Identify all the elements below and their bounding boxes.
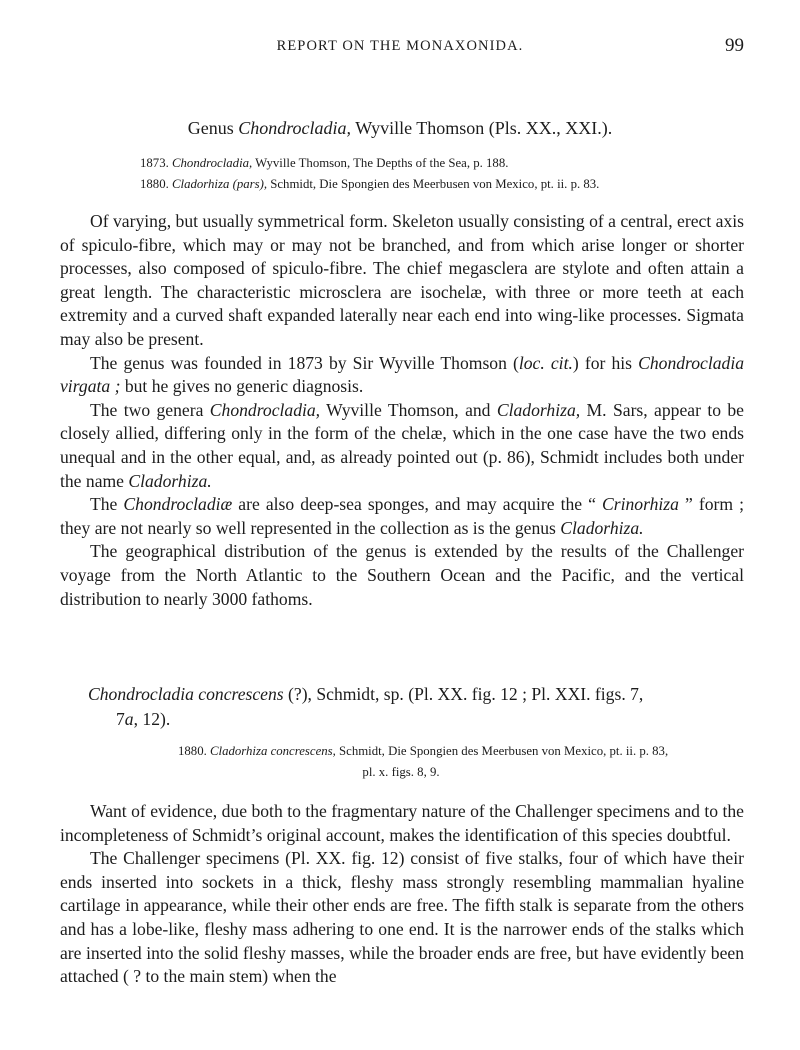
text-run-italic: Cladorhiza. — [560, 517, 644, 538]
text-run: The genus was founded in 1873 by Sir Wyville Thomson ( — [90, 352, 519, 373]
genus-prefix: Genus — [187, 118, 239, 138]
synonymy-reference-continuation: pl. x. figs. 8, 9. — [362, 765, 440, 779]
text-run-italic: a — [124, 709, 134, 729]
text-run: , 12). — [133, 709, 171, 729]
species-heading — [88, 682, 744, 732]
paragraph: The Challenger specimens (Pl. XX. fig. 12) consist of five stalks, four of which have their ends inserted into sockets in a thick, fleshy mass strongly resembling mammalian hyaline cartilage in appearance, while their other ends are free. The fifth stalk is separate from the others and has a lobe-like, fleshy mass adhering to one end. It is the narrower ends of the stalks which are inserted into the solid fleshy masses, while the broader ends are free, but have evidently been attached ( ? to the main stem) when the — [60, 848, 744, 987]
paragraph: Of varying, but usually symmetrical form. Skeleton usually consisting of a central, erect axis of spiculo-fibre, which may or may not be branched, and from which arise longer or shorter processes, also composed of spiculo-fibre. The chief megasclera are stylote and often attain a great length. The characteristic microsclera are isochelæ, with three or more teeth at each extremity and a curved shaft expanded laterally near each end into wing-like processes. Sigmata may also be present. — [60, 211, 744, 349]
text-run: M. Sars, appear to be closely allied, differing only in the form of the chelæ, which in the one case have the two ends unequal and in the other equal, and, as already pointed out (p. 86), Schmidt includes both under the name — [60, 399, 744, 491]
running-head — [0, 35, 800, 62]
synonymy-reference: Schmidt, Die Spongien des Meerbusen von Mexico, pt. ii. p. 83, — [335, 744, 669, 758]
text-run: ) for his — [572, 352, 639, 373]
text-run: but he gives no generic diagnosis. — [120, 376, 364, 397]
synonymy-reference: Wyville Thomson, The Depths of the Sea, p. 188. — [252, 156, 509, 170]
synonymy-taxon: Cladorhiza concrescens, — [210, 744, 336, 758]
text-run-italic: loc. cit. — [518, 352, 573, 373]
text-run: The two genera — [90, 399, 210, 420]
genus-name: Chondrocladia, — [238, 118, 352, 138]
genus-description — [60, 210, 744, 611]
text-run: Wyville Thomson, and — [320, 399, 497, 420]
text-run: ” form ; they are not nearly so well represented in the collection as is the genus — [60, 494, 744, 538]
text-run: 7 — [116, 709, 125, 729]
text-run: The — [90, 494, 124, 515]
text-run-italic: Chondrocladiæ — [123, 494, 233, 515]
text-run: are also deep-sea sponges, and may acquire the “ — [232, 494, 603, 515]
synonymy-year: 1880. — [140, 177, 169, 191]
species-heading-text: (?), Schmidt, sp. (Pl. XX. fig. 12 ; Pl. XXI. figs. 7, — [283, 684, 644, 704]
paragraph — [60, 352, 744, 399]
species-synonymy — [178, 741, 744, 783]
text-run-italic: Crinorhiza — [602, 494, 679, 515]
species-heading-continuation — [88, 707, 744, 732]
synonymy-entry — [140, 153, 760, 173]
genus-suffix: Wyville Thomson (Pls. XX., XXI.). — [351, 118, 613, 138]
text-run-italic: Chondrocladia virgata ; — [60, 352, 744, 397]
synonymy-taxon: Cladorhiza (pars), — [172, 177, 268, 191]
genus-heading — [0, 118, 800, 139]
species-name: Chondrocladia concrescens — [88, 684, 284, 704]
species-description — [60, 800, 744, 989]
text-run-italic: Cladorhiza. — [128, 470, 212, 491]
synonymy-taxon: Chondrocladia, — [172, 156, 253, 170]
synonymy-year: 1880. — [178, 744, 207, 758]
page-number: 99 — [725, 35, 744, 56]
text-run-italic: Cladorhiza, — [496, 399, 581, 420]
paragraph — [60, 399, 744, 493]
synonymy-reference: Schmidt, Die Spongien des Meerbusen von Mexico, pt. ii. p. 83. — [267, 177, 600, 191]
paragraph: The geographical distribution of the genus is extended by the results of the Challenger voyage from the North Atlantic to the Southern Ocean and the Pacific, and the vertical distribution to nearly 3000 fathoms. — [60, 541, 744, 609]
synonymy-entry — [140, 174, 760, 194]
paragraph: Want of evidence, due both to the fragmentary nature of the Challenger specimens and to the incompleteness of Schmidt’s original account, makes the identification of this species doubtful. — [60, 801, 744, 845]
text-run-italic: Chondrocladia, — [209, 399, 321, 420]
paragraph — [60, 493, 744, 540]
running-title: REPORT ON THE MONAXONIDA. — [276, 38, 524, 54]
synonymy-year: 1873. — [140, 156, 169, 170]
